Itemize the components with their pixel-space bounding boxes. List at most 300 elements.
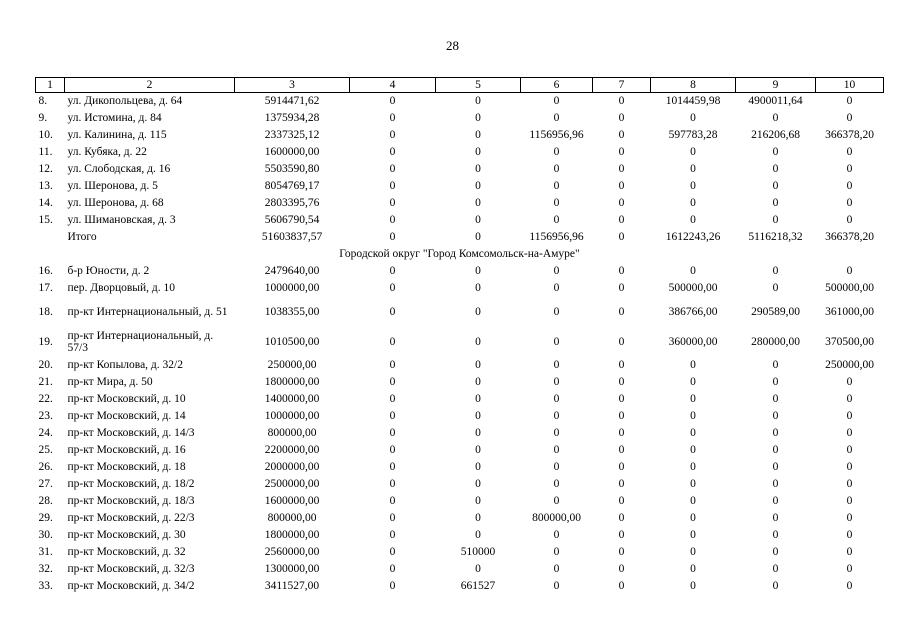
value-cell: 0 [846,146,853,158]
value-cell: 0 [475,335,481,348]
address-cell: пр-кт Мира, д. 50 [67,376,153,388]
row-number: 31. [38,546,53,558]
value-cell: 0 [846,197,853,209]
value-cell: 0 [475,376,481,388]
value-cell: 0 [553,265,560,277]
value-cell: 0 [690,393,696,405]
value-cell: 0 [618,410,625,422]
table-row [36,476,884,493]
value-cell: 2803395,76 [264,197,320,209]
table-row [36,195,884,212]
value-cell: 360000,00 [668,335,718,348]
section-header-row [36,246,884,263]
column-header: 6 [521,78,593,93]
value-cell: 0 [389,95,396,107]
column-header: 7 [593,78,651,93]
value-cell: 0 [553,580,560,592]
table-row [36,442,884,459]
row-number: 21. [38,376,53,388]
row-number: 12. [38,163,53,175]
row-number: 11. [38,146,53,158]
value-cell: 0 [772,393,779,405]
value-cell: 0 [690,444,696,456]
value-cell: 2000000,00 [264,461,320,473]
value-cell: 0 [389,393,396,405]
value-cell: 0 [389,444,396,456]
value-cell: 0 [846,214,853,226]
value-cell: 0 [553,546,560,558]
value-cell: 0 [389,461,396,473]
row-number: 20. [38,359,53,371]
address-cell: б-р Юности, д. 2 [67,265,150,277]
value-cell: 2500000,00 [264,478,320,490]
value-cell: 0 [475,359,481,371]
table-row [36,510,884,527]
value-cell: 0 [618,180,625,192]
value-cell: 0 [475,563,481,575]
table-row [36,110,884,127]
value-cell: 0 [618,563,625,575]
table-row [36,391,884,408]
row-number: 24. [38,427,53,439]
value-cell: 0 [553,563,560,575]
column-header: 9 [736,78,816,93]
value-cell: 0 [553,335,560,348]
value-cell: 800000,00 [267,512,317,524]
value-cell: 1000000,00 [264,282,320,294]
row-number: 33. [38,580,53,592]
address-cell: ул. Слободская, д. 16 [67,163,171,175]
value-cell: 0 [618,129,625,141]
value-cell: 0 [475,231,481,243]
value-cell: 0 [553,410,560,422]
column-header: 8 [651,78,736,93]
value-cell: 0 [690,529,696,541]
value-cell: 0 [772,478,779,490]
value-cell: 0 [618,546,625,558]
row-number: 22. [38,393,53,405]
value-cell: 500000,00 [668,282,718,294]
address-cell: пр-кт Московский, д. 32/3 [67,563,195,575]
value-cell: 250000,00 [825,359,874,371]
value-cell: 0 [772,546,779,558]
value-cell: 1156956,96 [529,231,584,243]
value-cell: 0 [475,478,481,490]
table-row [36,578,884,595]
row-number: 10. [38,129,53,141]
value-cell: 0 [618,359,625,371]
row-number: 23. [38,410,53,422]
value-cell: 0 [475,180,481,192]
table-row [36,357,884,374]
value-cell: 0 [553,478,560,490]
value-cell: 0 [389,376,396,388]
value-cell: 0 [690,410,696,422]
value-cell: 0 [690,478,696,490]
value-cell: 0 [618,495,625,507]
address-cell: пр-кт Московский, д. 32 [67,546,186,558]
table-row [36,144,884,161]
value-cell: 0 [690,163,696,175]
value-cell: 0 [389,512,396,524]
address-cell: пр-кт Московский, д. 30 [67,529,186,541]
value-cell: 0 [690,580,696,592]
value-cell: 0 [772,163,779,175]
value-cell: 0 [475,214,481,226]
value-cell: 0 [389,580,396,592]
value-cell: 0 [475,146,481,158]
value-cell: 0 [389,359,396,371]
address-cell: пр-кт Московский, д. 16 [67,444,186,456]
row-number: 26. [38,461,53,473]
data-table [35,77,884,595]
row-number: 27. [38,478,53,490]
value-cell: 0 [389,214,396,226]
value-cell: 2200000,00 [264,444,320,456]
value-cell: 0 [772,146,779,158]
table-row [36,93,884,111]
section-title: Городской округ "Город Комсомольск-на-Амуре" [339,248,580,260]
value-cell: 0 [553,146,560,158]
row-number: 18. [38,305,53,318]
value-cell: 0 [553,376,560,388]
value-cell: 0 [389,265,396,277]
value-cell: 366378,20 [825,231,874,243]
value-cell: 0 [846,163,853,175]
value-cell: 0 [475,197,481,209]
row-number [36,229,65,246]
value-cell: 0 [690,563,696,575]
value-cell: 0 [618,95,625,107]
value-cell: 0 [475,410,481,422]
value-cell: 0 [846,265,853,277]
value-cell: 0 [690,495,696,507]
value-cell: 0 [772,376,779,388]
value-cell: 0 [690,427,696,439]
address-cell: пр-кт Московский, д. 18 [67,461,186,473]
value-cell: 370500,00 [825,335,874,348]
value-cell: 0 [389,112,396,124]
value-cell: 0 [772,359,779,371]
value-cell: 0 [690,546,696,558]
value-cell: 0 [389,529,396,541]
value-cell: 0 [553,95,560,107]
row-number: 8. [38,95,48,107]
value-cell: 597783,28 [668,129,718,141]
value-cell: 5606790,54 [264,214,320,226]
value-cell: 0 [772,180,779,192]
value-cell: 0 [690,359,696,371]
value-cell: 0 [846,478,853,490]
value-cell: 0 [475,512,481,524]
value-cell: 500000,00 [825,282,874,294]
address-cell: Итого [67,231,97,243]
value-cell: 0 [772,214,779,226]
value-cell: 0 [690,461,696,473]
value-cell: 0 [846,461,853,473]
value-cell: 0 [389,163,396,175]
value-cell: 0 [846,180,853,192]
value-cell: 0 [553,163,560,175]
address-cell: ул. Кубяка, д. 22 [67,146,147,158]
value-cell: 0 [846,580,853,592]
value-cell: 0 [475,444,481,456]
value-cell: 5914471,62 [264,95,320,107]
value-cell: 0 [553,529,560,541]
value-cell: 0 [553,197,560,209]
value-cell: 0 [690,214,696,226]
row-number: 16. [38,265,53,277]
value-cell: 0 [389,146,396,158]
page-number: 28 [446,38,459,53]
value-cell: 280000,00 [751,335,800,348]
value-cell: 0 [618,231,625,243]
value-cell: 0 [618,335,625,348]
value-cell: 0 [772,529,779,541]
value-cell: 0 [772,444,779,456]
value-cell: 1156956,96 [529,129,584,141]
row-number: 29. [38,512,53,524]
value-cell: 0 [389,495,396,507]
value-cell: 2560000,00 [264,546,320,558]
value-cell: 361000,00 [825,305,874,318]
value-cell: 366378,20 [825,129,874,141]
value-cell: 0 [618,376,625,388]
address-cell: пр-кт Интернациональный, д. 51 [67,306,228,318]
value-cell: 0 [475,495,481,507]
value-cell: 0 [553,305,560,318]
value-cell: 0 [618,444,625,456]
address-cell: ул. Истомина, д. 84 [67,112,162,124]
value-cell: 0 [772,265,779,277]
row-number: 14. [38,197,53,209]
value-cell: 0 [475,95,481,107]
address-cell: пр-кт Московский, д. 22/3 [67,512,195,524]
row-number: 9. [38,112,48,124]
value-cell: 0 [690,197,696,209]
table-row [36,408,884,425]
table-row [36,178,884,195]
value-cell: 0 [846,512,853,524]
value-cell: 0 [389,231,396,243]
value-cell: 1000000,00 [264,410,320,422]
value-cell: 0 [553,461,560,473]
table-row [36,280,884,297]
value-cell: 1014459,98 [665,95,721,107]
column-header: 1 [36,78,65,93]
value-cell: 0 [389,197,396,209]
value-cell: 0 [553,214,560,226]
value-cell: 0 [475,461,481,473]
value-cell: 290589,00 [751,305,800,318]
row-number: 19. [38,335,53,348]
value-cell: 0 [772,563,779,575]
value-cell: 0 [618,265,625,277]
value-cell: 0 [772,512,779,524]
address-cell: пр-кт Копылова, д. 32/2 [67,359,183,371]
value-cell: 0 [618,461,625,473]
value-cell: 0 [553,427,560,439]
value-cell: 0 [553,112,560,124]
column-header: 5 [436,78,521,93]
value-cell: 0 [618,529,625,541]
value-cell: 0 [553,359,560,371]
value-cell: 0 [475,393,481,405]
table-row [36,561,884,578]
value-cell: 0 [772,461,779,473]
value-cell: 0 [475,112,481,124]
table-body [36,93,884,596]
value-cell: 0 [389,410,396,422]
value-cell: 5503590,80 [264,163,320,175]
table-row [36,493,884,510]
value-cell: 0 [846,444,853,456]
value-cell: 0 [389,427,396,439]
value-cell: 0 [475,427,481,439]
value-cell: 0 [772,282,779,294]
value-cell: 510000 [460,546,496,558]
value-cell: 1300000,00 [264,563,320,575]
value-cell: 0 [846,427,853,439]
value-cell: 1038355,00 [264,305,320,318]
row-number: 32. [38,563,53,575]
value-cell: 0 [690,376,696,388]
value-cell: 0 [389,546,396,558]
value-cell: 0 [846,495,853,507]
value-cell: 8054769,17 [264,180,320,192]
value-cell: 0 [618,427,625,439]
value-cell: 0 [618,393,625,405]
value-cell: 0 [618,305,625,318]
value-cell: 1800000,00 [264,529,320,541]
value-cell: 0 [475,163,481,175]
address-cell: пр-кт Московский, д. 34/2 [67,580,195,592]
value-cell: 800000,00 [532,512,581,524]
value-cell: 0 [389,478,396,490]
table-row [36,527,884,544]
table-header-row [36,78,884,93]
value-cell: 0 [690,512,696,524]
value-cell: 2479640,00 [264,265,320,277]
value-cell: 0 [475,305,481,318]
table-row [36,127,884,144]
value-cell: 386766,00 [668,305,718,318]
value-cell: 0 [618,146,625,158]
table-row [36,263,884,280]
table-row [36,425,884,442]
value-cell: 4900011,64 [748,95,803,107]
address-cell: пр-кт Интернациональный, д. 57/3 [67,330,214,354]
row-number: 25. [38,444,53,456]
value-cell: 0 [772,495,779,507]
value-cell: 51603837,57 [261,231,323,243]
address-cell: ул. Дикопольцева, д. 64 [67,95,183,107]
value-cell: 1400000,00 [264,393,320,405]
value-cell: 0 [846,546,853,558]
value-cell: 0 [772,580,779,592]
address-cell: пр-кт Московский, д. 14 [67,410,186,422]
value-cell: 216206,68 [751,129,800,141]
value-cell: 0 [475,529,481,541]
value-cell: 2337325,12 [264,129,320,141]
value-cell: 0 [389,335,396,348]
value-cell: 3411527,00 [264,580,320,592]
value-cell: 0 [846,376,853,388]
value-cell: 0 [846,529,853,541]
value-cell: 0 [389,180,396,192]
address-cell: ул. Калинина, д. 115 [67,129,167,141]
table-row [36,212,884,229]
value-cell: 661527 [460,580,496,592]
value-cell: 1600000,00 [264,146,320,158]
value-cell: 0 [553,444,560,456]
value-cell: 0 [389,563,396,575]
row-number: 30. [38,529,53,541]
table-row [36,459,884,476]
value-cell: 0 [475,282,481,294]
value-cell: 0 [846,393,853,405]
value-cell: 0 [690,180,696,192]
value-cell: 0 [690,112,696,124]
value-cell: 0 [618,163,625,175]
table-row [36,161,884,178]
value-cell: 5116218,32 [748,231,803,243]
value-cell: 0 [389,129,396,141]
address-cell: пр-кт Московский, д. 18/2 [67,478,195,490]
address-cell: пр-кт Московский, д. 14/3 [67,427,195,439]
value-cell: 0 [475,129,481,141]
column-header: 4 [350,78,436,93]
row-number: 28. [38,495,53,507]
value-cell: 0 [553,495,560,507]
value-cell: 0 [618,197,625,209]
value-cell: 0 [389,305,396,318]
value-cell: 0 [618,478,625,490]
table-row [36,374,884,391]
value-cell: 0 [846,563,853,575]
value-cell: 0 [690,146,696,158]
value-cell: 0 [618,214,625,226]
value-cell: 0 [618,580,625,592]
column-header: 3 [235,78,350,93]
value-cell: 0 [846,112,853,124]
value-cell: 0 [772,197,779,209]
value-cell: 0 [618,512,625,524]
value-cell: 0 [618,112,625,124]
value-cell: 1600000,00 [264,495,320,507]
value-cell: 0 [772,112,779,124]
value-cell: 0 [846,410,853,422]
value-cell: 0 [690,265,696,277]
row-number: 17. [38,282,53,294]
value-cell: 0 [553,180,560,192]
address-cell: пр-кт Московский, д. 10 [67,393,186,405]
column-header: 2 [65,78,235,93]
column-header: 10 [816,78,884,93]
value-cell: 0 [846,95,853,107]
address-cell: пр-кт Московский, д. 18/3 [67,495,195,507]
value-cell: 0 [618,282,625,294]
value-cell: 1800000,00 [264,376,320,388]
address-cell: ул. Шимановская, д. 3 [67,214,176,226]
table-row [36,327,884,357]
value-cell: 1612243,26 [665,231,721,243]
address-cell: ул. Шеронова, д. 5 [67,180,158,192]
table-row [36,544,884,561]
address-cell: ул. Шеронова, д. 68 [67,197,164,209]
value-cell: 250000,00 [267,359,317,371]
value-cell: 1010500,00 [264,335,320,348]
